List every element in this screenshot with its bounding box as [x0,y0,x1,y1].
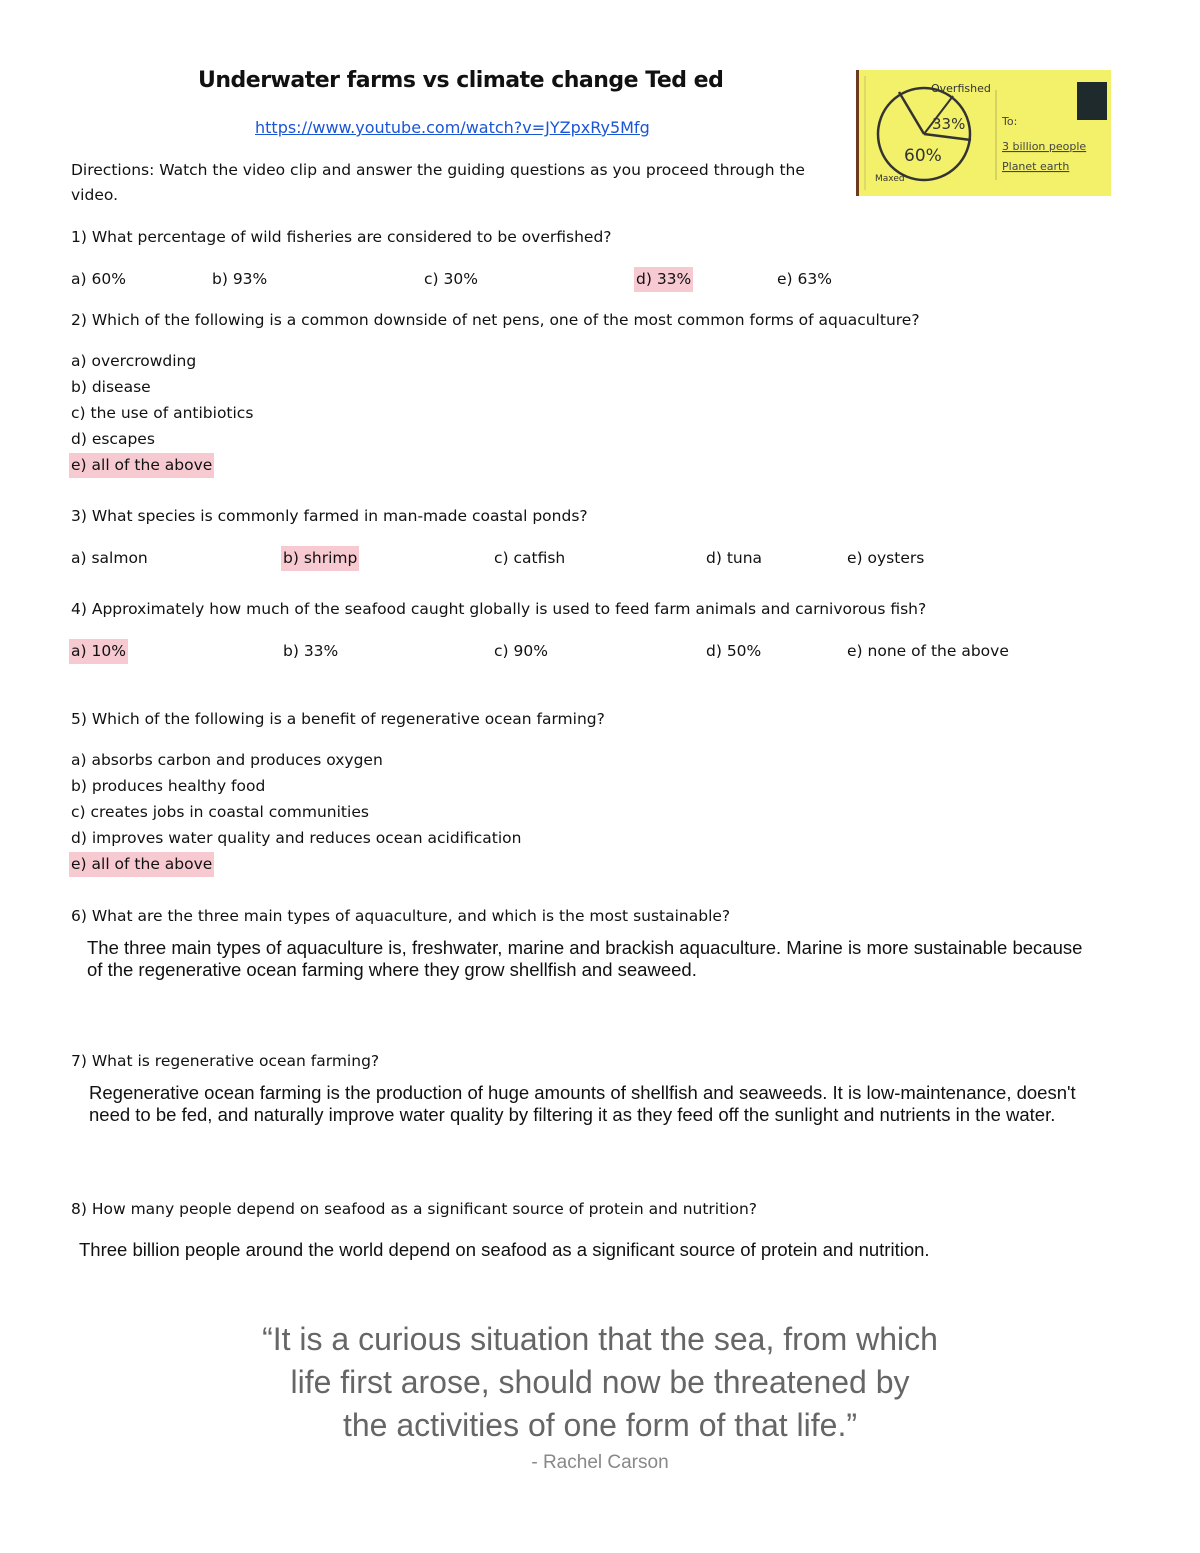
address-line-1: 3 billion people [1002,140,1087,153]
question-5: 5) Which of the following is a benefit of regenerative ocean farming? [71,710,605,728]
q2-option-b: b) disease [71,378,151,396]
question-7: 7) What is regenerative ocean farming? [71,1052,380,1070]
quote-author: - Rachel Carson [531,1452,669,1473]
question-2: 2) Which of the following is a common downside of net pens, one of the most common forms of aquaculture? [71,311,920,329]
q3-option-a: a) salmon [71,549,148,567]
q4-option-b: b) 33% [283,642,339,660]
maxed-label: Maxed [875,174,905,184]
q4-option-a-selected: a) 10% [69,639,128,664]
postcard-drawing [859,70,1111,196]
q1-option-d-selected: d) 33% [634,267,693,292]
q2-option-e-selected: e) all of the above [69,453,214,478]
q4-option-e: e) none of the above [847,642,1009,660]
question-6: 6) What are the three main types of aquaculture, and which is the most sustainable? [71,907,731,925]
question-1: 1) What percentage of wild fisheries are considered to be overfished? [71,228,612,246]
q5-option-c: c) creates jobs in coastal communities [71,803,369,821]
answer-6-line-1: The three main types of aquaculture is, freshwater, marine and brackish aquaculture. Marine is more sustainable because [87,937,1083,958]
answer-7-line-2: need to be fed, and naturally improve water quality by filtering it as they feed off the sunlight and nutrients in the water. [89,1104,1056,1125]
q1-option-b: b) 93% [212,270,268,288]
quote-line-3: the activities of one form of that life.” [342,1407,857,1443]
quote-line-1: “It is a curious situation that the sea, from which [262,1321,938,1357]
q2-option-c: c) the use of antibiotics [71,404,254,422]
q1-option-e: e) 63% [777,270,832,288]
q4-option-c: c) 90% [494,642,548,660]
q5-option-e-selected: e) all of the above [69,852,214,877]
pct-33-label: 33% [932,115,966,133]
document-title: Underwater farms vs climate change Ted ed [198,68,724,93]
question-4: 4) Approximately how much of the seafood caught globally is used to feed farm animals and carnivorous fish? [71,600,927,618]
q1-option-c: c) 30% [424,270,478,288]
video-link[interactable]: https://www.youtube.com/watch?v=JYZpxRy5Mfg [255,118,650,137]
q5-option-b: b) produces healthy food [71,777,266,795]
postcard-image [856,70,1111,196]
quote-line-2: life first arose, should now be threatened by [290,1364,910,1400]
answer-6-line-2: of the regenerative ocean farming where they grow shellfish and seaweed. [87,959,697,980]
pct-60-label: 60% [904,146,942,166]
answer-7-line-1: Regenerative ocean farming is the production of huge amounts of shellfish and seaweeds. It is low-maintenance, doesn't [89,1082,1076,1103]
q3-option-e: e) oysters [847,549,925,567]
answer-8: Three billion people around the world depend on seafood as a significant source of protein and nutrition. [79,1239,930,1260]
question-3: 3) What species is commonly farmed in man-made coastal ponds? [71,507,588,525]
q1-option-a: a) 60% [71,270,126,288]
address-line-2: Planet earth [1002,160,1070,173]
q2-option-a: a) overcrowding [71,352,197,370]
q3-option-d: d) tuna [706,549,763,567]
directions-text: Directions: Watch the video clip and answer the guiding questions as you proceed through the video. [71,161,805,204]
q5-option-a: a) absorbs carbon and produces oxygen [71,751,383,769]
q3-option-c: c) catfish [494,549,566,567]
to-label: To: [1002,115,1018,128]
q5-option-d: d) improves water quality and reduces ocean acidification [71,829,522,847]
q4-option-d: d) 50% [706,642,762,660]
overfished-label: Overfished [931,82,991,95]
question-8: 8) How many people depend on seafood as a significant source of protein and nutrition? [71,1200,758,1218]
quote-block [0,1318,1200,1447]
q3-option-b-selected: b) shrimp [281,546,359,571]
q2-option-d: d) escapes [71,430,155,448]
stamp-icon [1077,82,1107,120]
